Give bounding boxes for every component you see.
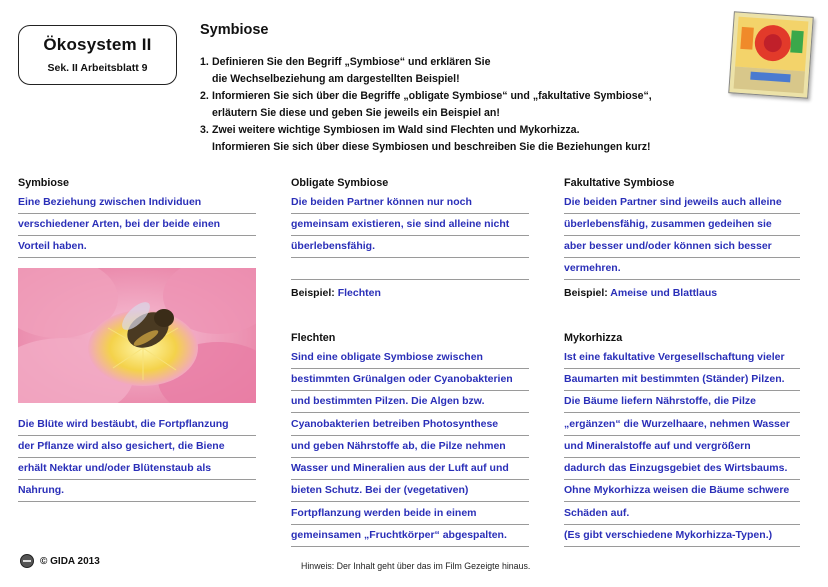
flechten-label: Flechten (291, 332, 336, 344)
answer-line: überlebensfähig. (291, 236, 529, 258)
ecosystem-thumbnail-image (728, 11, 814, 98)
answer-line: und Mineralstoffe auf und vergrößern (564, 436, 800, 458)
example-value: Ameise und Blattlaus (610, 287, 718, 299)
task-item (200, 54, 720, 88)
copyright-text: © GIDA 2013 (40, 555, 100, 567)
worksheet-subtitle: Sek. II Arbeitsblatt 9 (47, 62, 148, 74)
answer-line: „ergänzen“ die Wurzelhaare, nehmen Wasser (564, 414, 800, 436)
answer-line: vermehren. (564, 258, 800, 280)
caption-line: erhält Nektar und/oder Blütenstaub als (18, 458, 256, 480)
answer-line: Die beiden Partner sind jeweils auch alleine (564, 192, 800, 214)
task-text: erläutern Sie diese und geben Sie jeweils ein Beispiel an! (212, 107, 500, 119)
answer-line: gemeinsam existieren, sie sind alleine nicht (291, 214, 529, 236)
example-key: Beispiel: (291, 287, 335, 299)
fakultative-symbiose-label: Fakultative Symbiose (564, 177, 675, 189)
worksheet-title: Ökosystem II (43, 35, 152, 54)
bee-on-flower-photo (18, 268, 256, 403)
caption-line: Die Blüte wird bestäubt, die Fortpflanzung (18, 414, 256, 436)
copyright (20, 554, 100, 568)
answer-line: Cyanobakterien betreiben Photosynthese (291, 414, 529, 436)
answer-line: Ohne Mykorhizza weisen die Bäume schwere (564, 480, 800, 502)
answer-line: bieten Schutz. Bei der (vegetativen) (291, 480, 529, 502)
answer-line: Vorteil haben. (18, 236, 256, 258)
task-text: Zwei weitere wichtige Symbiosen im Wald sind Flechten und Mykorhizza. (212, 124, 580, 136)
mykorhizza-label: Mykorhizza (564, 332, 623, 344)
answer-line: Die Bäume liefern Nährstoffe, die Pilze (564, 391, 800, 413)
answer-line: Baumarten mit bestimmten (Ständer) Pilzen. (564, 369, 800, 391)
answer-line: Die beiden Partner können nur noch (291, 192, 529, 214)
answer-line: Schäden auf. (564, 503, 800, 525)
answer-line: verschiedener Arten, bei der beide einen (18, 214, 256, 236)
example-value: Flechten (337, 287, 381, 299)
answer-line: und bestimmten Pilzen. Die Algen bzw. (291, 391, 529, 413)
answer-line (291, 258, 529, 280)
task-text: Informieren Sie sich über die Begriffe „obligate Symbiose“ und „fakultative Symbiose“, (212, 90, 652, 102)
thumbnail-diagram (729, 12, 812, 97)
answer-line: und geben Nährstoffe ab, die Pilze nehmen (291, 436, 529, 458)
task-number: 1. (200, 56, 209, 68)
answer-line: Wasser und Mineralien aus der Luft auf und (291, 458, 529, 480)
task-item (200, 88, 720, 122)
task-number: 3. (200, 124, 209, 136)
symbiose-label: Symbiose (18, 177, 70, 189)
task-text: die Wechselbeziehung am dargestellten Beispiel! (212, 73, 460, 85)
answer-line: gemeinsamen „Fruchtkörper“ abgespalten. (291, 525, 529, 547)
answer-line: bestimmten Grünalgen oder Cyanobakterien (291, 369, 529, 391)
task-text: Definieren Sie den Begriff „Symbiose“ und erklären Sie (212, 56, 491, 68)
obligate-symbiose-label: Obligate Symbiose (291, 177, 389, 189)
title-box (18, 25, 177, 85)
page-heading: Symbiose (200, 22, 269, 38)
caption-line: der Pflanze wird also gesichert, die Biene (18, 436, 256, 458)
example-key: Beispiel: (564, 287, 608, 299)
task-item (200, 122, 720, 156)
flower-illustration (18, 268, 256, 403)
gida-logo-icon (20, 554, 34, 568)
caption-line: Nahrung. (18, 480, 256, 502)
footer-hint: Hinweis: Der Inhalt geht über das im Film Gezeigte hinaus. (301, 561, 531, 571)
example-line (564, 283, 800, 305)
task-list (200, 54, 720, 156)
task-number: 2. (200, 90, 209, 102)
answer-line: Sind eine obligate Symbiose zwischen (291, 347, 529, 369)
answer-line: Fortpflanzung werden beide in einem (291, 503, 529, 525)
answer-line: dadurch das Einzugsgebiet des Wirtsbaums. (564, 458, 800, 480)
answer-line: Eine Beziehung zwischen Individuen (18, 192, 256, 214)
answer-line: (Es gibt verschiedene Mykorhizza-Typen.) (564, 525, 800, 547)
example-line (291, 283, 529, 305)
answer-line: aber besser und/oder können sich besser (564, 236, 800, 258)
answer-line: überlebensfähig, zusammen gedeihen sie (564, 214, 800, 236)
task-text: Informieren Sie sich über diese Symbiosen und beschreiben Sie die Beziehungen kurz! (212, 141, 651, 153)
answer-line: Ist eine fakultative Vergesellschaftung vieler (564, 347, 800, 369)
